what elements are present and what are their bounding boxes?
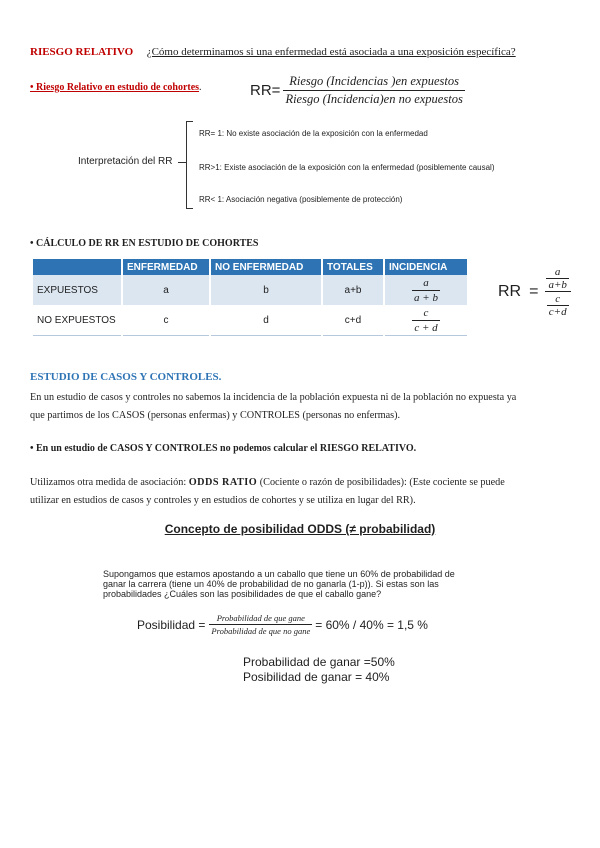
rr-formula-label: RR= <box>250 82 281 99</box>
rr-bottom-denominator: c+d <box>548 306 567 318</box>
rr-bottom-numerator: c <box>555 293 561 305</box>
row-label: EXPUESTOS <box>33 275 122 305</box>
odds-example-line-3: probabilidades ¿Cuáles son las posibilidades de que el caballo gane? <box>103 589 382 599</box>
odds-title: Concepto de posibilidad ODDS (≠ probabilidad) <box>164 522 436 536</box>
incidencia-fraction <box>412 307 439 334</box>
odds-formula-result: = 60% / 40% = 1,5 % <box>315 617 428 632</box>
casos-paragraph-1 <box>30 389 516 425</box>
incidencia-denominator: a + b <box>414 291 438 304</box>
rr-compound-bottom <box>545 291 571 318</box>
rr-top-denominator: a+b <box>548 279 567 291</box>
rr-formula-numerator: Riesgo (Incidencias )en expuestos <box>289 74 459 88</box>
rr-compound-label: RR <box>498 283 522 300</box>
rr-formula <box>250 74 465 107</box>
casos-bullet: • En un estudio de CASOS Y CONTROLES no podemos calcular el RIESGO RELATIVO. <box>30 443 417 454</box>
table-header-empty <box>33 259 122 275</box>
casos-paragraph-1-line-1: En un estudio de casos y controles no sabemos la incidencia de la población expuesta ni de la población no expuesta ya <box>30 392 517 403</box>
incidencia-numerator: a <box>423 276 429 289</box>
interpretation-label: Interpretación del RR <box>78 156 173 167</box>
cell-no-enfermedad: b <box>210 275 322 305</box>
odds-formula-label: Posibilidad = <box>137 617 206 632</box>
rr-compound-bottom-fraction <box>547 293 569 318</box>
page-title: RIESGO RELATIVO <box>30 46 134 58</box>
odds-ratio-term: ODDS RATIO <box>188 477 258 488</box>
casos-paragraph-1-line-2: que partimos de los CASOS (personas enfermas) y CONTROLES (personas no enfermas). <box>30 410 401 421</box>
odds-formula <box>137 613 428 636</box>
odds-example-line-1: Supongamos que estamos apostando a un caballo que tiene un 60% de probabilidad de <box>103 569 455 579</box>
casos-paragraph-2 <box>30 474 505 510</box>
cell-no-enfermedad: d <box>210 305 322 336</box>
odds-summary <box>243 655 395 685</box>
rr-formula-denominator: Riesgo (Incidencia)en no expuestos <box>285 92 463 106</box>
interpretation-item-1: RR= 1: No existe asociación de la exposición con la enfermedad <box>199 129 428 138</box>
cell-incidencia <box>384 275 468 305</box>
interpretation-bracket <box>186 121 193 209</box>
rr-formula-fraction <box>283 74 464 107</box>
row-label: NO EXPUESTOS <box>33 305 122 336</box>
interpretation-item-2: RR>1: Existe asociación de la exposición con la enfermedad (posiblemente causal) <box>199 163 495 172</box>
table-header-row <box>33 259 468 275</box>
calc-heading: • CÁLCULO DE RR EN ESTUDIO DE COHORTES <box>30 238 259 249</box>
odds-formula-numerator: Probabilidad de que gane <box>216 613 305 623</box>
odds-formula-denominator: Probabilidad de que no gane <box>211 626 311 636</box>
odds-intro-text: Utilizamos otra medida de asociación: <box>30 477 189 488</box>
odds-example <box>103 569 455 599</box>
rr-compound-top-fraction <box>546 266 568 291</box>
table-header-incidencia: INCIDENCIA <box>384 259 468 275</box>
cohort-table <box>33 259 469 336</box>
rr-compound-fraction <box>544 266 570 318</box>
casos-paragraph-2-line-2: utilizar en estudios de casos y controles y en estudios de cohortes y se utiliza en lugar del RR). <box>30 495 416 506</box>
incidencia-fraction <box>412 277 440 304</box>
odds-intro-tail: (Cociente o razón de posibilidades): (Este cociente se puede <box>257 477 505 488</box>
table-row <box>33 305 468 336</box>
rr-top-numerator: a <box>554 266 561 278</box>
table-row <box>33 275 468 305</box>
table-header-totales: TOTALES <box>322 259 384 275</box>
odds-formula-fraction <box>209 613 312 636</box>
rr-compound-formula <box>498 266 571 318</box>
table-header-no-enfermedad: NO ENFERMEDAD <box>210 259 322 275</box>
odds-summary-line-1: Probabilidad de ganar =50% <box>243 655 395 669</box>
cell-enfermedad: a <box>122 275 210 305</box>
cell-incidencia <box>384 305 468 336</box>
page-header <box>30 46 516 58</box>
rr-compound-top <box>544 266 570 291</box>
casos-paragraph-2-line-1 <box>30 474 505 492</box>
cohort-bullet <box>30 82 202 93</box>
interpretation-connector <box>178 162 186 163</box>
cell-totales: c+d <box>322 305 384 336</box>
cohort-bullet-label: • Riesgo Relativo en estudio de cohortes <box>30 82 200 93</box>
odds-summary-line-2: Posibilidad de ganar = 40% <box>243 670 390 684</box>
incidencia-numerator: c <box>423 306 429 319</box>
rr-compound-equals: = <box>529 283 539 300</box>
cohort-bullet-dot: . <box>199 82 202 93</box>
interpretation-item-3: RR< 1: Asociación negativa (posiblemente de protección) <box>199 195 403 204</box>
cell-totales: a+b <box>322 275 384 305</box>
cell-enfermedad: c <box>122 305 210 336</box>
incidencia-denominator: c + d <box>414 321 438 334</box>
page-question: ¿Cómo determinamos si una enfermedad está asociada a una exposición específica? <box>146 46 516 58</box>
odds-example-line-2: ganar la carrera (tiene un 40% de probabilidad de no ganarla (1-p)). Si estas son las <box>103 579 439 589</box>
table-header-enfermedad: ENFERMEDAD <box>122 259 210 275</box>
casos-heading: ESTUDIO DE CASOS Y CONTROLES. <box>30 371 222 383</box>
